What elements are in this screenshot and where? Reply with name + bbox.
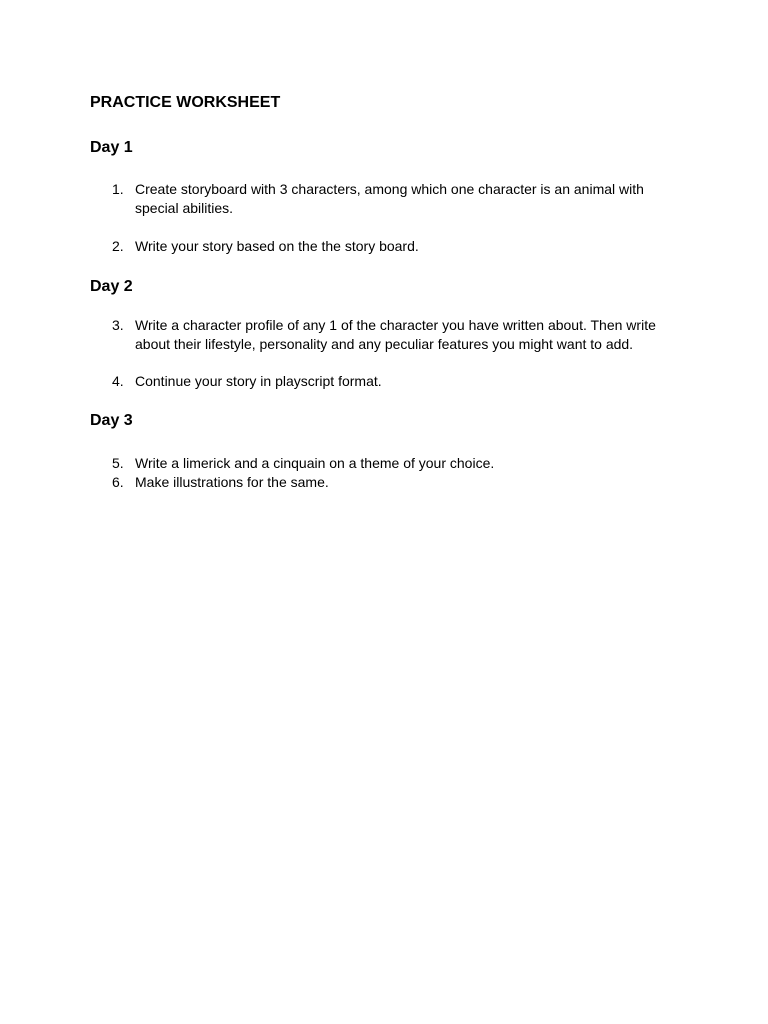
list-item-number: 6. [112,474,124,490]
list-item-number: 4. [112,373,124,389]
list-item-number: 5. [112,455,124,471]
day-3-heading: Day 3 [90,412,133,429]
day-2-heading: Day 2 [90,278,133,295]
list-item [108,237,668,256]
worksheet-title: PRACTICE WORKSHEET [90,94,281,111]
list-item [108,372,668,391]
list-item [108,180,668,218]
list-item-number: 1. [112,181,124,197]
list-item-text: Create storyboard with 3 characters, among which one character is an animal with special abilities. [135,181,644,216]
list-item-text: Write your story based on the the story board. [135,238,419,254]
list-item-text: Make illustrations for the same. [135,474,329,490]
list-item-number: 2. [112,238,124,254]
list-item-text: Write a character profile of any 1 of the character you have written about. Then write about their lifestyle, personality and any peculiar features you might want to add. [135,317,656,352]
list-item [108,316,668,354]
day-1-heading: Day 1 [90,139,133,156]
list-item-text: Continue your story in playscript format. [135,373,382,389]
list-item-number: 3. [112,317,124,333]
list-item-text: Write a limerick and a cinquain on a theme of your choice. [135,455,495,471]
list-item [108,473,668,492]
list-item [108,454,668,473]
